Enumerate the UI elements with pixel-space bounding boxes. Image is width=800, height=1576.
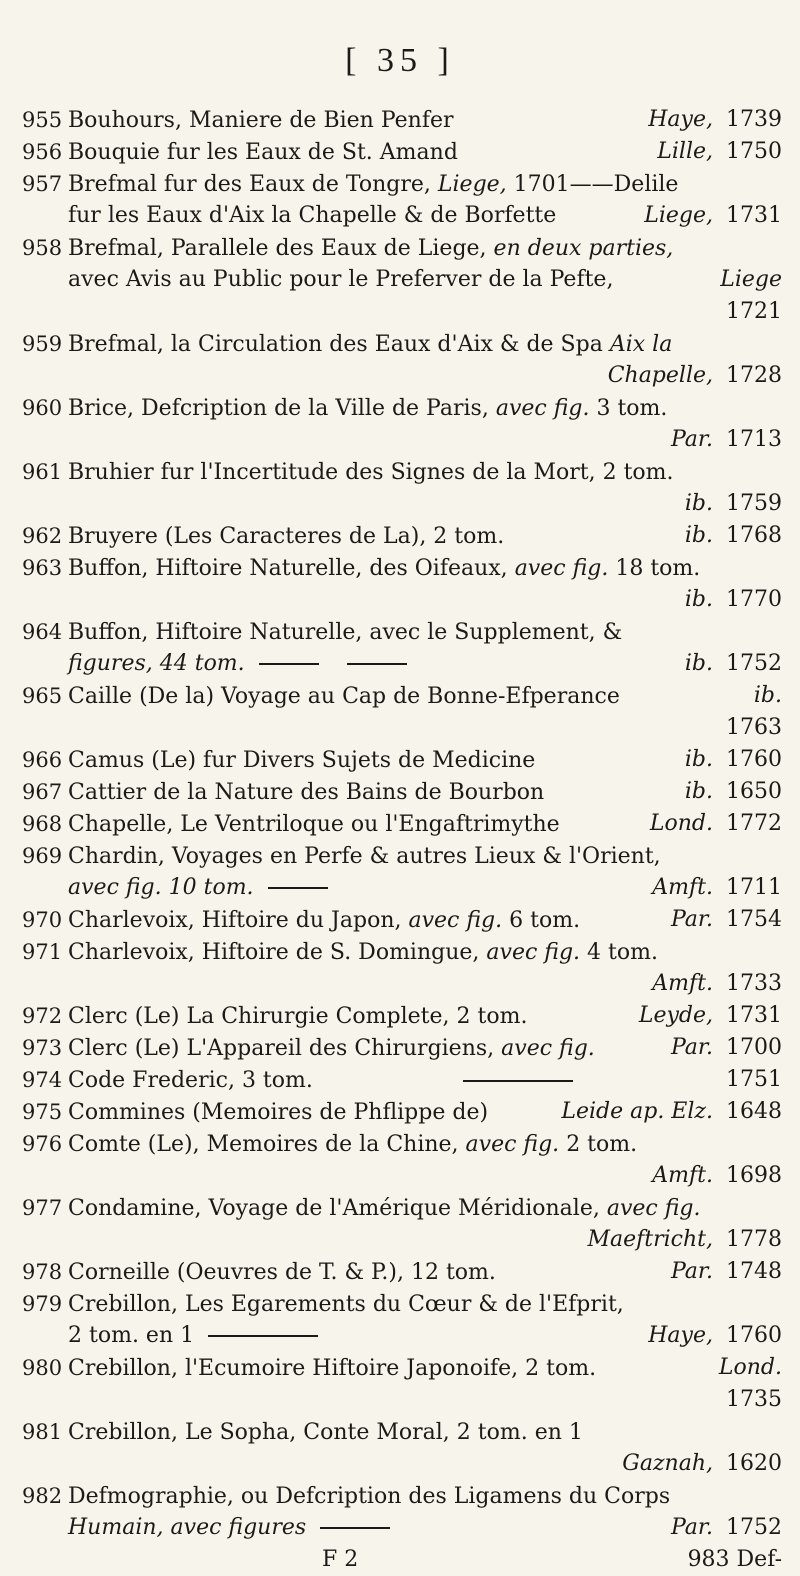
entry-number: 960 (22, 396, 63, 420)
entry-title-tail: 4 tom. (587, 940, 658, 965)
catalog-entry (22, 1032, 782, 1064)
entry-number: 963 (22, 556, 63, 580)
entry-title: Crebillon, Le Sopha, Conte Moral, 2 tom. en 1 (68, 1420, 583, 1445)
entry-continuation: figures, 44 tom. (68, 651, 245, 676)
catalog-entry (22, 1096, 782, 1128)
entry-year: 1754 (726, 907, 782, 932)
catalog-entry (22, 1416, 782, 1480)
entry-year: 1763 (726, 715, 782, 740)
entry-place: Par. (670, 427, 713, 452)
entry-continuation: fur les Eaux d'Aix la Chapelle & de Borfette (68, 203, 557, 228)
entry-year: 1759 (726, 491, 782, 516)
entry-year: 1760 (726, 1323, 782, 1348)
entry-place: Lond. (649, 811, 713, 836)
entry-number: 968 (22, 812, 63, 836)
entry-year: 1778 (726, 1227, 782, 1252)
catalog-entry (22, 808, 782, 840)
entry-title: Chapelle, Le Ventriloque ou l'Engaftrimythe (68, 812, 560, 837)
entry-year: 1748 (726, 1259, 782, 1284)
entry-title: Brefmal, la Circulation des Eaux d'Aix & de Spa (68, 332, 603, 357)
entry-year: 1772 (726, 811, 782, 836)
entry-number: 975 (22, 1100, 63, 1124)
entry-number: 971 (22, 940, 63, 964)
entry-place: Leide ap. Elz. (561, 1099, 713, 1124)
entry-title-italic: en deux parties, (493, 236, 674, 261)
entry-title: Crebillon, l'Ecumoire Hiftoire Japonoife, 2 tom. (68, 1356, 597, 1381)
ditto-dash (347, 663, 407, 665)
entry-title: Condamine, Voyage de l'Amérique Méridionale, (68, 1196, 600, 1221)
entry-year: 1751 (726, 1067, 782, 1092)
catalog-entry (22, 904, 782, 936)
entry-year: 1750 (726, 139, 782, 164)
entry-title: Bruyere (Les Caracteres de La), 2 tom. (68, 524, 505, 549)
entry-title: Cattier de la Nature des Bains de Bourbon (68, 780, 545, 805)
entry-number: 969 (22, 844, 63, 868)
entry-number: 961 (22, 460, 63, 484)
entry-year: 1739 (726, 107, 782, 132)
entry-number: 979 (22, 1292, 63, 1316)
entry-title: Clerc (Le) La Chirurgie Complete, 2 tom. (68, 1004, 528, 1029)
ditto-dash (208, 1335, 318, 1337)
entry-year: 1721 (726, 299, 782, 324)
entry-place: Maeftricht, (587, 1227, 713, 1252)
entry-title: Bouquie fur les Eaux de St. Amand (68, 140, 458, 165)
entry-title-tail: 1701——Delile (513, 172, 679, 197)
entry-number: 964 (22, 620, 63, 644)
entry-title: Bouhours, Maniere de Bien Penfer (68, 108, 454, 133)
catalog-entry (22, 1256, 782, 1288)
catalog-entry (22, 328, 782, 392)
catalog-entry (22, 168, 782, 232)
entry-title-italic: avec fig. (486, 940, 581, 965)
catalog-entry (22, 1000, 782, 1032)
entry-title: Crebillon, Les Egarements du Cœur & de l'Efprit, (68, 1292, 624, 1317)
entry-number: 965 (22, 684, 63, 708)
catalog-entry (22, 1064, 782, 1096)
ditto-dash (259, 663, 319, 665)
entry-year: 1713 (726, 427, 782, 452)
entry-title-italic: avec fig. (465, 1132, 560, 1157)
entry-title: Chardin, Voyages en Perfe & autres Lieux & l'Orient, (68, 844, 661, 869)
entry-year: 1731 (726, 1003, 782, 1028)
catalog-entry (22, 680, 782, 744)
catalog-entry (22, 552, 782, 616)
catalog-entry (22, 520, 782, 552)
entry-place: ib. (684, 651, 713, 676)
entry-place: ib. (684, 523, 713, 548)
catalog-entry (22, 744, 782, 776)
entry-place: Gaznah, (622, 1451, 713, 1476)
page-number: [ 35 ] (345, 42, 455, 79)
entry-year: 1698 (726, 1163, 782, 1188)
entry-number: 980 (22, 1356, 63, 1380)
entry-year: 1728 (726, 363, 782, 388)
entry-title: Clerc (Le) L'Appareil des Chirurgiens, (68, 1036, 495, 1061)
entry-title-italic: avec fig. (501, 1036, 595, 1061)
entry-year: 1770 (726, 587, 782, 612)
page-footer (22, 1544, 782, 1576)
entry-place: ib. (684, 491, 713, 516)
catalog-entry (22, 136, 782, 168)
entry-place: Haye, (648, 107, 713, 132)
entry-title-italic: avec fig. (606, 1196, 701, 1221)
entry-title-italic: avec fig. (408, 908, 503, 933)
entry-place: Haye, (648, 1323, 713, 1348)
entry-title: Buffon, Hiftoire Naturelle, des Oifeaux, (68, 556, 508, 581)
entry-number: 982 (22, 1484, 63, 1508)
entry-continuation: avec Avis au Public pour le Preferver de la Pefte, (68, 267, 614, 292)
entry-number: 970 (22, 908, 63, 932)
entry-title: Brefmal fur des Eaux de Tongre, (68, 172, 431, 197)
entry-place: Chapelle, (607, 363, 713, 388)
entry-title: Defmographie, ou Defcription des Ligamens du Corps (68, 1484, 671, 1509)
entry-number: 956 (22, 140, 63, 164)
entry-year: 1620 (726, 1451, 782, 1476)
entry-year: 1760 (726, 747, 782, 772)
catalog-entry (22, 1480, 782, 1544)
entry-place: Liege (720, 267, 782, 292)
entry-number: 977 (22, 1196, 63, 1220)
entry-place: Par. (670, 907, 713, 932)
catalog-entry (22, 232, 782, 328)
entry-title: Brice, Defcription de la Ville de Paris, (68, 396, 489, 421)
catalog-entry (22, 456, 782, 520)
entry-year: 1711 (726, 875, 782, 900)
entry-year: 1648 (726, 1099, 782, 1124)
entry-continuation: Humain, avec figures (68, 1515, 307, 1540)
entry-place: Amft. (652, 1163, 713, 1188)
entry-year: 1768 (726, 523, 782, 548)
entry-place: Par. (670, 1515, 713, 1540)
entry-year: 1700 (726, 1035, 782, 1060)
catchword: 983 Def- (687, 1547, 782, 1572)
entry-title-italic: avec fig. (495, 396, 590, 421)
entry-title-tail: 2 tom. (566, 1132, 638, 1157)
entry-year: 1752 (726, 1515, 782, 1540)
entry-title-tail: 3 tom. (596, 396, 668, 421)
catalog-entry (22, 104, 782, 136)
entry-number: 957 (22, 172, 63, 196)
entry-number: 967 (22, 780, 63, 804)
entry-title: Commines (Memoires de Phflippe de) (68, 1100, 489, 1125)
entry-number: 955 (22, 108, 63, 132)
signature-mark: F 2 (322, 1547, 359, 1572)
entry-number: 972 (22, 1004, 63, 1028)
catalog-entry (22, 1128, 782, 1192)
entry-place: ib. (684, 747, 713, 772)
entry-place: ib. (684, 587, 713, 612)
entry-title: Bruhier fur l'Incertitude des Signes de la Mort, 2 tom. (68, 460, 674, 485)
entry-number: 962 (22, 524, 63, 548)
entry-place: Par. (670, 1259, 713, 1284)
catalog-entry (22, 1192, 782, 1256)
entry-continuation: avec fig. 10 tom. (68, 875, 254, 900)
entry-title: Charlevoix, Hiftoire du Japon, (68, 908, 402, 933)
catalog-entry (22, 936, 782, 1000)
entry-year: 1731 (726, 203, 782, 228)
entry-place: Liege, (644, 203, 713, 228)
entry-place: Par. (670, 1035, 713, 1060)
entry-place: Lille, (657, 139, 713, 164)
ditto-dash (463, 1080, 573, 1082)
entry-title: Brefmal, Parallele des Eaux de Liege, (68, 236, 487, 261)
entry-place: ib. (684, 779, 713, 804)
entry-title: Corneille (Oeuvres de T. & P.), 12 tom. (68, 1260, 496, 1285)
entry-place: Lond. (718, 1355, 782, 1380)
entry-number: 981 (22, 1420, 63, 1444)
entry-title-italic: Aix la (609, 332, 673, 357)
catalog-entry (22, 776, 782, 808)
entry-number: 959 (22, 332, 63, 356)
entry-year: 1752 (726, 651, 782, 676)
entry-title-tail: 18 tom. (615, 556, 701, 581)
entry-title-tail: 6 tom. (509, 908, 581, 933)
entry-continuation: 2 tom. en 1 (68, 1323, 195, 1348)
entry-title: Charlevoix, Hiftoire de S. Domingue, (68, 940, 480, 965)
catalog-entry (22, 840, 782, 904)
entry-title-italic: avec fig. (514, 556, 609, 581)
entry-title: Buffon, Hiftoire Naturelle, avec le Supplement, & (68, 620, 623, 645)
catalog-entry (22, 1288, 782, 1352)
entry-number: 974 (22, 1068, 63, 1092)
entry-place: Amft. (652, 971, 713, 996)
catalog-list (22, 104, 782, 1576)
entry-title: Camus (Le) fur Divers Sujets de Medicine (68, 748, 536, 773)
entry-place: ib. (753, 683, 782, 708)
entry-number: 973 (22, 1036, 63, 1060)
entry-year: 1650 (726, 779, 782, 804)
entry-year: 1733 (726, 971, 782, 996)
catalog-entry (22, 1352, 782, 1416)
entry-number: 978 (22, 1260, 63, 1284)
entry-title: Code Frederic, 3 tom. (68, 1068, 313, 1093)
entry-place: Leyde, (638, 1003, 713, 1028)
entry-title: Caille (De la) Voyage au Cap de Bonne-Efperance (68, 684, 620, 709)
entry-title: Comte (Le), Memoires de la Chine, (68, 1132, 459, 1157)
catalog-entry (22, 392, 782, 456)
entry-title-italic: Liege, (437, 172, 507, 197)
entry-year: 1735 (726, 1387, 782, 1412)
entry-number: 966 (22, 748, 63, 772)
catalog-entry (22, 616, 782, 680)
entry-number: 976 (22, 1132, 63, 1156)
ditto-dash (268, 887, 328, 889)
entry-number: 958 (22, 236, 63, 260)
ditto-dash (320, 1527, 390, 1529)
entry-place: Amft. (652, 875, 713, 900)
